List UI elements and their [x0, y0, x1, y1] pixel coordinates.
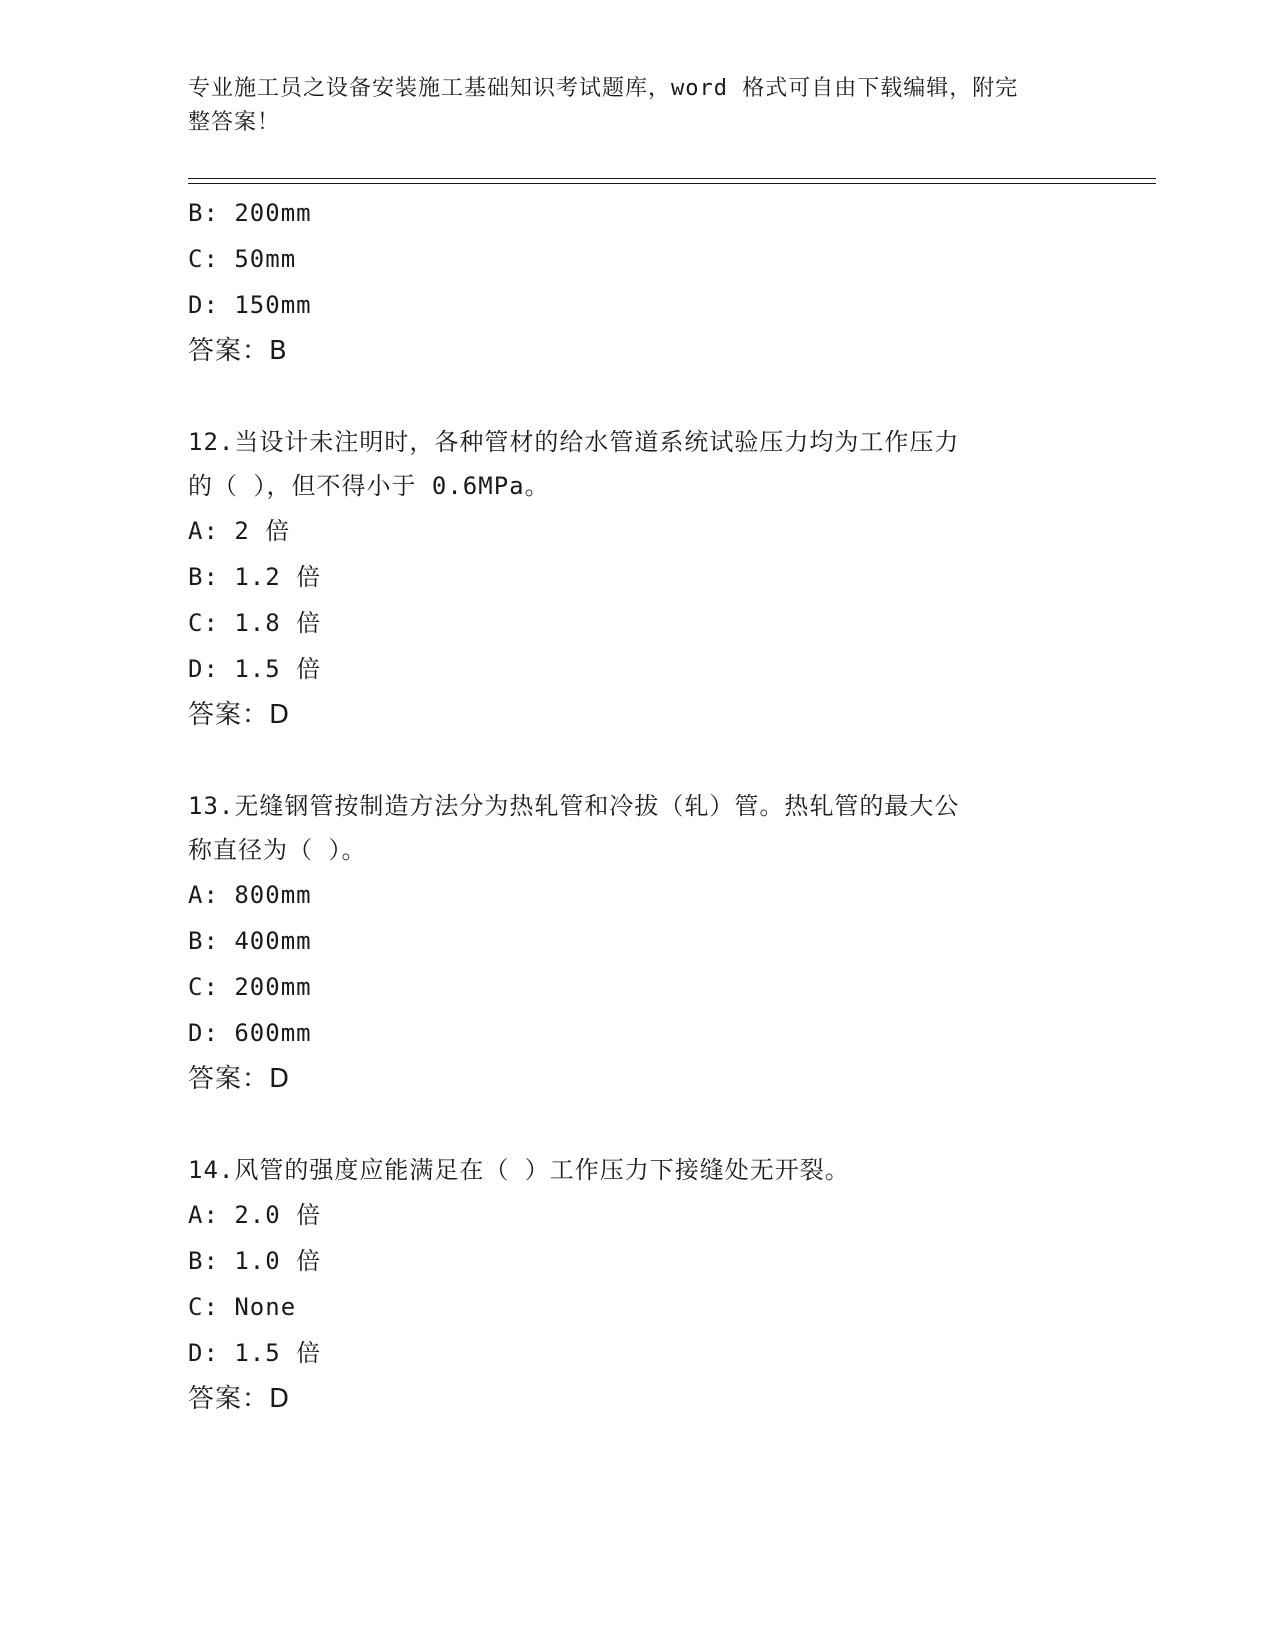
- option-b: B: 1.2 倍: [188, 563, 322, 591]
- option-a: A: 2 倍: [188, 517, 291, 545]
- question-spacer: [188, 1102, 1088, 1148]
- option-b: B: 200mm: [188, 199, 312, 227]
- header-title-line-1: 专业施工员之设备安装施工基础知识考试题库，word 格式可自由下载编辑，附完: [188, 76, 1019, 101]
- question-13: [188, 784, 1088, 1102]
- answer-line: 答案：B: [188, 336, 288, 366]
- option-a: A: 2.0 倍: [188, 1201, 322, 1229]
- option-a: A: 800mm: [188, 881, 312, 909]
- question-text-line: 13.无缝钢管按制造方法分为热轧管和冷拔（轧）管。热轧管的最大公: [188, 792, 960, 820]
- question-spacer: [188, 738, 1088, 784]
- option-d: D: 600mm: [188, 1019, 312, 1047]
- option-b: B: 1.0 倍: [188, 1247, 322, 1275]
- document-body: [188, 190, 1088, 1422]
- option-c: C: 1.8 倍: [188, 609, 322, 637]
- question-text-line: 的（ ），但不得小于 0.6MPa。: [188, 472, 550, 500]
- question-text: [188, 420, 1088, 508]
- answer-line: 答案：D: [188, 1384, 291, 1414]
- option-c: C: None: [188, 1293, 297, 1321]
- question-text: [188, 784, 1088, 872]
- option-b: B: 400mm: [188, 927, 312, 955]
- option-c: C: 50mm: [188, 245, 297, 273]
- header-divider-top: [188, 178, 1156, 179]
- header-divider-bottom: [188, 183, 1156, 184]
- answer-line: 答案：D: [188, 700, 291, 730]
- question-14: [188, 1148, 1088, 1422]
- question-text-line: 称直径为（ ）。: [188, 836, 367, 864]
- option-d: D: 150mm: [188, 291, 312, 319]
- answer-line: 答案：D: [188, 1064, 291, 1094]
- document-header: [188, 72, 1068, 140]
- question-text-line: 14.风管的强度应能满足在（ ）工作压力下接缝处无开裂。: [188, 1156, 850, 1184]
- question-spacer: [188, 374, 1088, 420]
- question-12: [188, 420, 1088, 738]
- option-d: D: 1.5 倍: [188, 655, 322, 683]
- question-11-continued: [188, 190, 1088, 374]
- question-text-line: 12.当设计未注明时，各种管材的给水管道系统试验压力均为工作压力: [188, 428, 960, 456]
- question-text: [188, 1148, 1088, 1192]
- header-title-line-2: 整答案！: [188, 110, 281, 135]
- option-c: C: 200mm: [188, 973, 312, 1001]
- option-d: D: 1.5 倍: [188, 1339, 322, 1367]
